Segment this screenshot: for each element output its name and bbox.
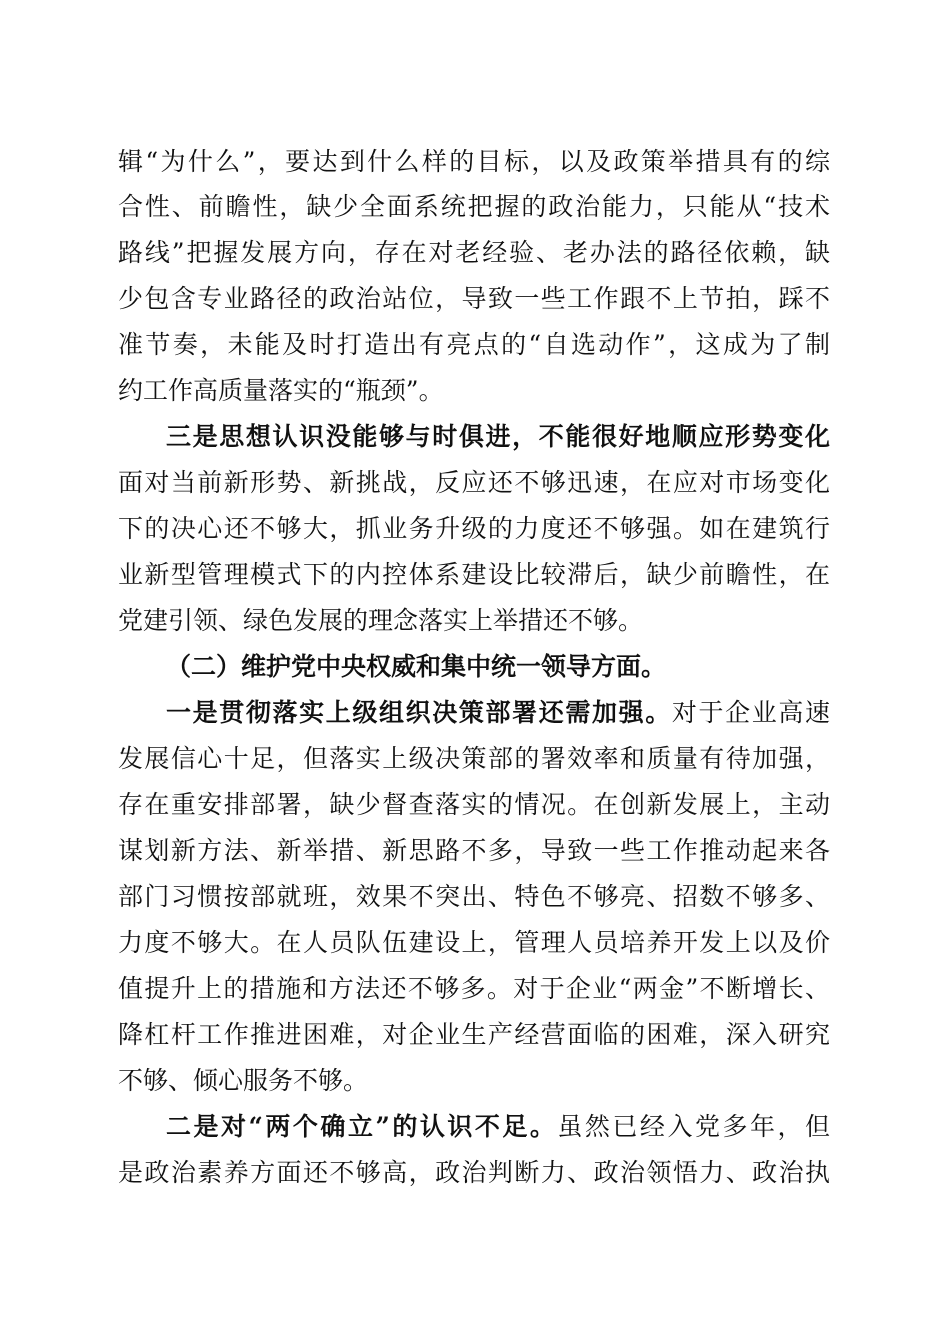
text-line: 约工作高质量落实的“瓶颈”。 [118,376,444,405]
paragraph-first-line [166,1105,830,1149]
paragraph-title: 三是思想认识没能够与时俱进，不能很好地顺应形势变化 [166,422,830,451]
text-line: 党建引领、绿色发展的理念落实上举措还不够。 [118,606,644,635]
text-line: 存在重安排部署，缺少督查落实的情况。在创新发展上，主动 [118,790,830,819]
text-line: 是政治素养方面还不够高，政治判断力、政治领悟力、政治执 [118,1158,830,1187]
paragraph-first-line [166,691,830,735]
text-line: 合性、前瞻性，缺少全面系统把握的政治能力，只能从“技术 [118,192,830,221]
text-line: 部门习惯按部就班，效果不突出、特色不够亮、招数不够多、 [118,882,830,911]
section-heading: （二）维护党中央权威和集中统一领导方面。 [166,652,667,681]
text-line: 业新型管理模式下的内控体系建设比较滞后，缺少前瞻性，在 [118,560,830,589]
text-line: 谋划新方法、新举措、新思路不多，导致一些工作推动起来各 [118,836,830,865]
text-line: 面对当前新形势、新挑战，反应还不够迅速，在应对市场变化 [118,468,830,497]
text-line: 不够、倾心服务不够。 [118,1066,369,1095]
text-line: 准节奏，未能及时打造出有亮点的“自选动作”，这成为了制 [118,330,830,359]
paragraph-title: 一是贯彻落实上级组织决策部署还需加强。 [166,698,672,727]
text-line: 值提升上的措施和方法还不够多。对于企业“两金”不断增长、 [118,974,830,1003]
text-line: 少包含专业路径的政治站位，导致一些工作跟不上节拍，踩不 [118,284,830,313]
text-line: 路线”把握发展方向，存在对老经验、老办法的路径依赖，缺 [118,238,830,267]
text-line: 下的决心还不够大，抓业务升级的力度还不够强。如在建筑行 [118,514,830,543]
text-line: 发展信心十足，但落实上级决策部的署效率和质量有待加强， [118,744,830,773]
text-line: 降杠杆工作推进困难，对企业生产经营面临的困难，深入研究 [118,1020,830,1049]
text-line: 力度不够大。在人员队伍建设上，管理人员培养开发上以及价 [118,928,830,957]
paragraph-title-rest: 虽然已经入党多年，但 [557,1112,830,1141]
text-line: 辑“为什么”，要达到什么样的目标，以及政策举措具有的综 [118,147,830,176]
paragraph-title: 二是对“两个确立”的认识不足。 [166,1112,558,1141]
paragraph-title-rest: 对于企业高速 [671,698,830,727]
